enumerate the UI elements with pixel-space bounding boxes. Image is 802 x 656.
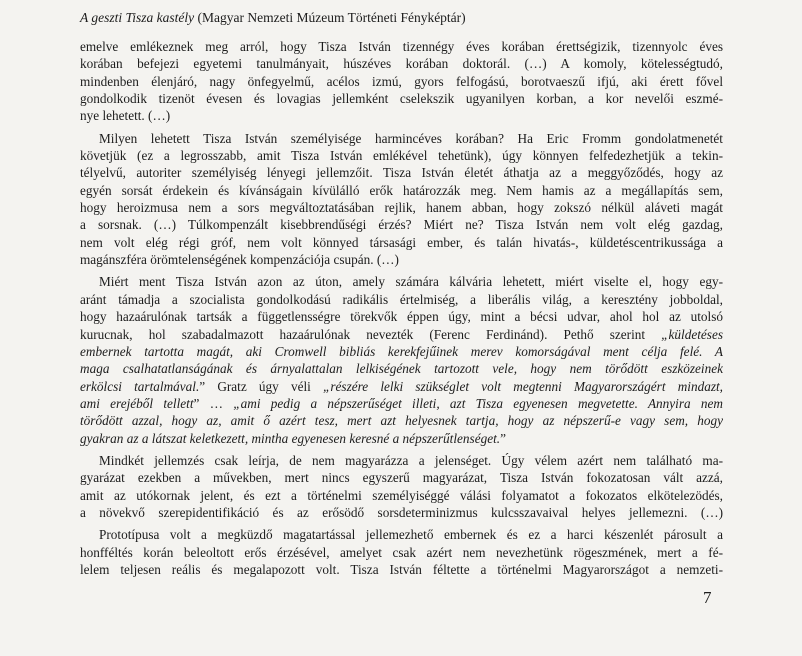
text-run: magánszféra örömtelenségének kompenzációja csupán. (…) xyxy=(80,252,399,268)
text-run: honfféltés korán beleoltott erős érzésével, amelyet csak azért nem nevezhetünk rögeszmének, mert a fé- xyxy=(80,544,723,560)
text-line xyxy=(80,561,723,578)
text-line xyxy=(80,107,723,124)
text-run: Prototípusa volt a megküzdő magatartással jellemezhető embernek és ez a harci készenlét párosult a xyxy=(99,527,723,543)
italic-quote: „részére lelki szükséglet volt megtenni Magyarországért mindazt, xyxy=(323,378,723,394)
text-run: hogy heroizmusa nem a sors megváltoztatásában rejlik, hanem abban, hogy zokszó nélkül aláveti magát xyxy=(80,200,723,216)
text-line xyxy=(80,544,723,561)
text-line xyxy=(80,291,723,308)
text-run: ” … xyxy=(193,395,234,411)
text-line xyxy=(80,182,723,199)
text-line xyxy=(80,55,723,72)
text-run: hogy hazaárulónak tartsák a függetlensségre törekvők éppen úgy, mint a bécsi udvar, ahol hol az utolsó xyxy=(80,309,723,325)
text-line xyxy=(80,234,723,251)
text-run: ” Gratz úgy véli xyxy=(199,378,324,394)
text-line xyxy=(80,343,723,360)
italic-quote: ami erejéből tellett xyxy=(80,395,194,411)
running-header xyxy=(80,9,720,27)
text-run: aránt támadja a szocialista gondolkodású radikális értelmiség, a liberális világ, a keresztény jobboldal, xyxy=(80,291,723,307)
text-line xyxy=(80,469,723,486)
italic-quote: törődött azzal, hogy az, amit ő azért tesz, mert azt helyesnek tartja, hogy az népszerű-e vagy sem, hogy xyxy=(80,413,723,429)
text-run: Mindkét jellemzés csak leírja, de nem magyarázza a jelenséget. Úgy vélem azért nem található ma- xyxy=(99,452,723,468)
text-line xyxy=(80,430,723,447)
text-line xyxy=(80,395,723,412)
text-run: korában befejezi egyetemi tanulmányait, húszéves korában doktorál. (…) A komoly, kötelességtudó, xyxy=(80,56,723,72)
text-run: nem volt elég régi gróf, nem volt könnyed társasági ember, és talán hivatás-, küldetéscentrikussága a xyxy=(80,234,723,250)
text-line xyxy=(80,164,723,181)
text-line xyxy=(80,251,723,268)
text-line xyxy=(80,487,723,504)
text-line xyxy=(80,216,723,233)
text-run: ” xyxy=(500,430,506,446)
text-run: kurucnak, hol szabadalmazott hazaárulónak nevezték (Ferenc Ferdinánd). Pethő szerint xyxy=(80,326,662,342)
page-number: 7 xyxy=(703,588,712,607)
text-run: a növekvő szerepidentifikáció és az erősödő sorsdeterminizmus kulcsszavaival helyes jellemezni. (…) xyxy=(80,504,723,520)
text-line xyxy=(80,326,723,343)
text-line xyxy=(80,360,723,377)
header-caption: (Magyar Nemzeti Múzeum Történeti Fényképtár) xyxy=(194,10,466,25)
text-run: nye lehetett. (…) xyxy=(80,108,171,124)
text-run: gondolkodik tizenöt évesen és lovagias jellemként cselekszik ugyanilyen korban, a kor nevelői eszmé- xyxy=(80,91,723,107)
italic-quote: „küldetéses xyxy=(661,326,723,342)
text-line xyxy=(80,504,723,521)
text-run: egyén sorsát érdekein és kívánságain kívülálló erők határozzák meg. Nem hamis az a megállapítás sem, xyxy=(80,182,723,198)
italic-quote: maga csalhatatlanságának és árnyalattalan lelkiségének tartozott vele, hogy nem törődött eszközeinek xyxy=(80,361,723,377)
text-run: Milyen lehetett Tisza István személyisége harmincéves korában? Ha Eric Fromm gondolatmenetét xyxy=(99,130,723,146)
text-run: lelem teljesen reális és megalapozott volt. Tisza István féltette a történelmi Magyarországot a nemzeti- xyxy=(80,561,723,577)
text-run: a sorsnak. (…) Túlkompenzált kisebbrendűségi érzés? Miért ne? Tisza István nem volt elég gazdag, xyxy=(80,217,723,233)
text-line xyxy=(80,378,723,395)
text-line xyxy=(80,38,723,55)
text-line xyxy=(80,273,723,290)
text-line xyxy=(80,199,723,216)
text-run: télyelvű, autoriter személyiség lényegi jellemzőit. Tisza István életét áthatja az a meggyőződés, hogy az xyxy=(80,165,723,181)
text-run: követjük (ez a legrosszabb, amit Tisza István emlékével tehetünk), úgy könnyen felfedezhetjük a tekin- xyxy=(80,148,723,164)
text-run: amit az utókornak jelent, és ezt a történelmi személyiséggé válási folyamatot a fokozatos elkötelezödés, xyxy=(80,487,723,503)
text-run: mindenben élenjáró, nagy önfegyelmű, acélos izmú, gyors felfogású, borotvaeszű ifjú, aki érett fővel xyxy=(80,73,723,89)
text-run: emelve emlékeznek meg arról, hogy Tisza István tizennégy éves korában érettségizik, tizennyolc éves xyxy=(80,39,723,54)
body-text xyxy=(80,38,723,578)
text-run: Miért ment Tisza István azon az úton, amely számára kálvária lehetett, miért viselte el, hogy egy- xyxy=(99,274,723,290)
text-run: gyarázat ezekben a művekben, mert nincs egyszerű magyarázat, Tisza István fokozatosan vált azzá, xyxy=(80,470,723,486)
italic-quote: embernek tartotta magát, aki Cromwell bibliás kerekfejűinek merev komorságával ment célja felé. A xyxy=(80,343,723,359)
text-line xyxy=(80,412,723,429)
text-line xyxy=(80,130,723,147)
header-title: A geszti Tisza kastély xyxy=(80,10,195,25)
text-line xyxy=(80,526,723,543)
italic-quote: „ami pedig a népszerűséget illeti, azt Tisza egyenesen megvetette. Annyira nem xyxy=(233,395,723,411)
text-line xyxy=(80,308,723,325)
text-line xyxy=(80,452,723,469)
italic-quote: gyakran az a látszat keletkezett, mintha egyenesen keresné a népszerűtlenséget. xyxy=(80,430,501,446)
text-line xyxy=(80,147,723,164)
italic-quote: erkölcsi tartalmával. xyxy=(80,378,200,394)
text-line xyxy=(80,90,723,107)
text-line xyxy=(80,73,723,90)
